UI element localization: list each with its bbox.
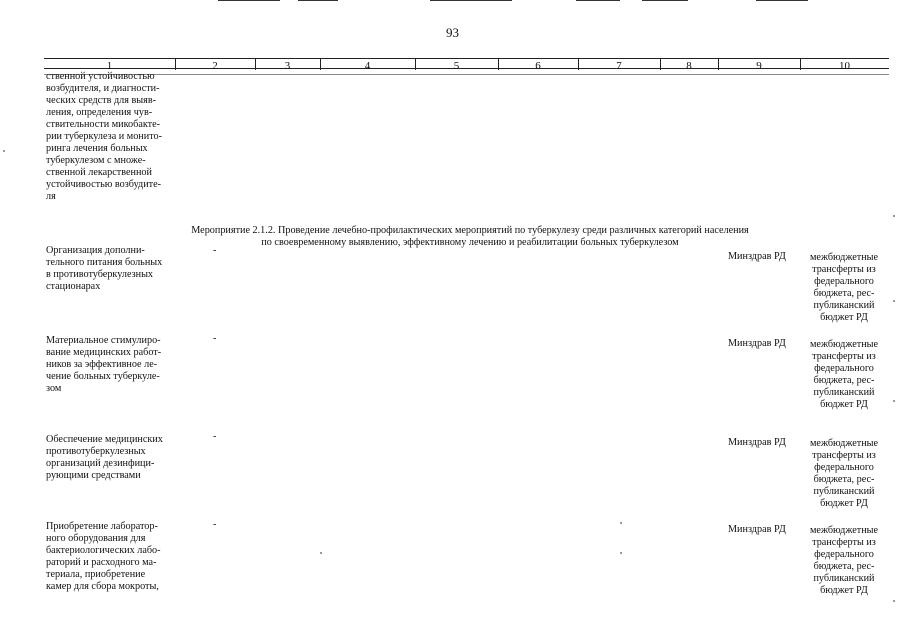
text-line: ринга лечения больных [46,143,148,154]
text-line: тельного питания больных [46,257,163,268]
text-line: ственной устойчивостью [46,71,155,82]
text-line: публиканский [813,300,875,311]
continuation-text [46,71,173,203]
text-line: федерального [814,462,874,473]
table-row-1-col2: - [213,245,217,256]
table-row-2-funding-source [802,339,886,411]
section-heading-line-1: Мероприятие 2.1.2. Проведение лечебно-профилактических мероприятий по туберкулезу среди различных категорий населения [191,225,749,236]
text-line: возбудителя, и диагности- [46,83,160,94]
column-number-7: 7 [616,60,622,72]
text-line: бюджет РД [820,585,868,596]
scan-mark [576,0,620,1]
text-line: териала, приобретение [46,569,146,580]
text-line: трансферты из [812,537,876,548]
text-line: рии туберкулеза и монито- [46,131,163,142]
column-number-9: 9 [756,60,762,72]
scan-speck [620,522,622,524]
column-number-4: 4 [364,60,371,72]
text-line: федерального [814,549,874,560]
table-row-2-activity [46,335,173,395]
table-row-3-executor: Минздрав РД [728,437,786,448]
column-number-8: 8 [686,60,692,72]
scan-mark [756,0,808,1]
scan-speck [3,150,5,152]
table-row-4-funding-source [802,525,886,597]
section-heading-line-2: по своевременному выявлению, эффективному лечению и реабилитации больных туберкулезом [261,237,679,248]
text-line: чение больных туберкуле- [46,371,160,382]
text-line: трансферты из [812,264,876,275]
table-row-2-col2: - [213,333,217,344]
column-number-6: 6 [535,60,541,72]
text-line: межбюджетные [809,525,879,536]
text-line: бюджета, рес- [813,375,875,386]
column-number-5: 5 [453,60,460,72]
scan-speck [620,552,622,554]
text-line: ного оборудования для [46,533,146,544]
scan-mark [642,0,688,1]
text-line: межбюджетные [809,339,879,350]
text-line: федерального [814,276,874,287]
scan-speck [893,400,895,402]
text-line: в противотуберкулезных [46,269,154,280]
text-line: Организация дополни- [46,245,145,256]
table-row-3-col2: - [213,431,217,442]
text-line: бюджет РД [820,498,868,509]
table-row-1-funding-source [802,252,886,324]
text-line: межбюджетные [809,438,879,449]
table-row-1-executor: Минздрав РД [728,251,786,262]
column-number-3: 3 [284,60,291,72]
text-line: бюджет РД [820,312,868,323]
text-line: Обеспечение медицинских [46,434,163,445]
text-line: межбюджетные [809,252,879,263]
text-line: федерального [814,363,874,374]
text-line: бюджета, рес- [813,288,875,299]
text-line: публиканский [813,573,875,584]
column-number-1: 1 [106,60,113,72]
text-line: бюджета, рес- [813,474,875,485]
text-line: противотуберкулезных [46,446,146,457]
page-number: 93 [446,25,459,40]
scan-speck [893,300,895,302]
text-line: публиканский [813,387,875,398]
text-line: Материальное стимулиро- [46,335,161,346]
text-line: зом [46,383,62,394]
text-line: раторий и расходного ма- [46,557,157,568]
table-row-4-executor: Минздрав РД [728,524,786,535]
text-line: ствительности микобакте- [46,119,161,130]
text-line: ля [46,191,56,202]
table-row-3-activity [46,434,173,482]
table-row-2-executor: Минздрав РД [728,338,786,349]
scan-mark [218,0,280,1]
text-line: Приобретение лаборатор- [46,521,158,532]
text-line: ления, определения чув- [46,107,153,118]
text-line: ственной лекарственной [46,167,152,178]
table-row-3-funding-source [802,438,886,510]
table-row-4-col2: - [213,519,217,530]
text-line: бактериологических лабо- [46,545,161,556]
scan-speck [320,552,322,554]
text-line: вание медицинских работ- [46,347,162,358]
text-line: туберкулезом с множе- [46,155,146,166]
text-line: трансферты из [812,450,876,461]
text-line: ческих средств для выяв- [46,95,157,106]
scan-speck [893,600,895,602]
scan-mark [298,0,338,1]
text-line: рующими средствами [46,470,141,481]
table-row-4-activity [46,521,173,593]
table-row-1-activity [46,245,173,293]
text-line: устойчивостью возбудите- [46,179,162,190]
text-line: ников за эффективное ле- [46,359,158,370]
column-number-2: 2 [212,60,218,72]
scan-speck [893,215,895,217]
text-line: бюджет РД [820,399,868,410]
text-line: публиканский [813,486,875,497]
column-number-10: 10 [839,60,850,72]
scan-mark [430,0,512,1]
text-line: бюджета, рес- [813,561,875,572]
text-line: трансферты из [812,351,876,362]
table-header-top-border [44,58,889,59]
text-line: организаций дезинфици- [46,458,155,469]
text-line: стационарах [46,281,101,292]
text-line: камер для сбора мокроты, [46,581,159,592]
